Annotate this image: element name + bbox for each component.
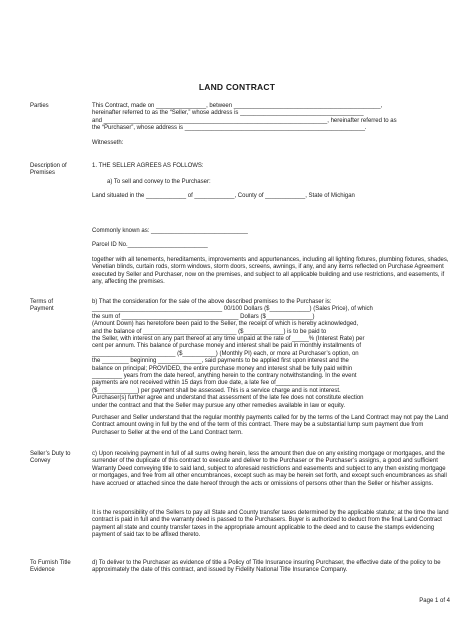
- payment-line: (Amount Down) has heretofore been paid to the Seller, the receipt of which is hereby acknowledged,: [92, 321, 359, 328]
- parties-line: This Contract, made on _______________, between ____________________________________________,: [92, 103, 383, 109]
- payment-label-line: Payment: [30, 306, 54, 313]
- parties-block: [92, 103, 450, 133]
- payment-line: balance on principal; PROVIDED, the entire purchase money and interest shall be fully paid within: [92, 365, 353, 372]
- convey-label-line: Seller’s Duty to: [30, 451, 71, 457]
- premises-label-line: Premises: [30, 170, 56, 177]
- transfer-tax-paragraph: It is the responsibility of the Sellers to pay all State and County transfer taxes determined by the applicable statute; at the time the land contract is paid in full and the warranty deed is passed to the Purchasers. Buyer is authorized to deduct from the final Land Contract payment all state and county transfer taxes in the appropriate amount applicable to the deed and to cause the stamps evidencing payment of said tax to be affixed thereto.: [92, 510, 449, 539]
- premises-label-line: Description of: [30, 163, 67, 169]
- commonly-known-line: Commonly known as: _____________________________: [92, 228, 248, 234]
- premises-together-paragraph: together with all tenements, hereditaments, improvements and appurtenances, including all lighting fixtures, plumbing fixtures, shades, Venetian blinds, curtain rods, storm windows, storm doors, screens, awnings, if any, and any items reflected on Purchase Agreement executed by Seller and Purchaser, now on the premises, and subject to all applicable building and use restrictions, and easements, if any, affecting the premises.: [92, 257, 449, 286]
- convey-label: [30, 451, 85, 465]
- payment-line: _________ years from the date hereof, anything herein to the contrary notwithstanding. In the event: [92, 373, 357, 380]
- payment-line: Purchaser(s) further agree and understand that assessment of the late fee does not constitute election: [92, 395, 364, 402]
- payment-understand-paragraph: Purchaser and Seller understand that the regular monthly payments called for by the terms of the Land Contract may not pay the Land Contract amount owing in full by the end of the term of this contract. There may be a substantial lump sum payment due from Purchaser to Seller at the end of the Land Contract term.: [92, 415, 449, 436]
- payment-line: the sum of ___________________________________ Dollars ($______________): [92, 313, 315, 320]
- parcel-id-line: Parcel ID No.________________________: [92, 242, 208, 248]
- title-evidence-label-line: Evidence: [30, 567, 55, 574]
- title-evidence-label: [30, 560, 85, 574]
- page-number: Page 1 of 4: [419, 598, 450, 604]
- parties-label: Parties: [30, 103, 49, 109]
- payment-line: _______________________________________ 00/100 Dollars ($____________) (Sales Price), of which: [92, 306, 373, 313]
- parties-line: hereinafter referred to as the “Seller,” whose address is _____________________________________: [92, 110, 364, 117]
- convey-paragraph: c) Upon receiving payment in full of all sums owing herein, less the amount then due on any existing mortgage or mortgages, and the surrender of the duplicate of this contract to execute and deliver to the Purchaser or the Purchaser’s assigns, a good and sufficient Warranty Deed conveying title to said land, subject to aforesaid restrictions and easements and subject to any then existing mortgage or mortgages, and free from all other encumbrances, except such as may be herein set forth, and except such encumbrances as shall have accrued or attached since the date hereof through the acts or omissions of persons other than the Seller or his/her assigns.: [92, 451, 447, 487]
- payment-line: payments are not received within 15 days from due date, a late fee of___________________: [92, 380, 340, 387]
- payment-label-line: Terms of: [30, 299, 54, 305]
- parties-line: and ___________________________________________________________________, hereinafter referred to as: [92, 117, 397, 124]
- witnesseth-text: Witnesseth:: [92, 140, 124, 146]
- payment-line: ($____________) per payment shall be assessed. This is a service charge and is not interest.: [92, 387, 341, 394]
- payment-line: the Seller, with interest on any part thereof at any time unpaid at the rate of _____% (Interest Rate) per: [92, 336, 365, 343]
- document-title: LAND CONTRACT: [198, 82, 276, 92]
- premises-label: [30, 163, 85, 177]
- convey-label-line: Convey: [30, 458, 51, 465]
- land-situated-line: Land situated in the ____________ of ____________, County of ____________, State of Michigan: [92, 193, 355, 199]
- payment-line: and the balance of ____________________________ ($____________) is to be paid to: [92, 328, 327, 335]
- payment-line: under the contract and that the Seller may pursue any other remedies available in law or equity.: [92, 402, 346, 409]
- payment-line: cent per annum. This balance of purchase money and interest shall be paid in monthly installments of: [92, 343, 362, 350]
- payment-label: [30, 299, 85, 313]
- premises-heading: 1. THE SELLER AGREES AS FOLLOWS:: [92, 163, 204, 169]
- payment-block: [92, 299, 450, 410]
- parties-line: the “Purchaser”, whose address is ______________________________________________________.: [92, 125, 367, 132]
- title-evidence-label-line: To Furnish Title: [30, 560, 71, 566]
- title-evidence-paragraph: d) To deliver to the Purchaser as evidence of title a Policy of Title Insurance insuring Purchaser, the effective date of the policy to be approximately the date of this contract, and issued by Fidelity National Title Insurance Company.: [92, 560, 441, 574]
- premises-item-a: a) To sell and convey to the Purchaser:: [107, 179, 211, 185]
- payment-line: _________________________ ($__________) (Monthly PI) each, or more at Purchaser’s option, on: [92, 350, 359, 357]
- payment-line: b) That the consideration for the sale of the above described premises to the Purchaser is:: [92, 299, 332, 305]
- payment-line: the ________ beginning _____________, said payments to be applied first upon interest and the: [92, 358, 349, 365]
